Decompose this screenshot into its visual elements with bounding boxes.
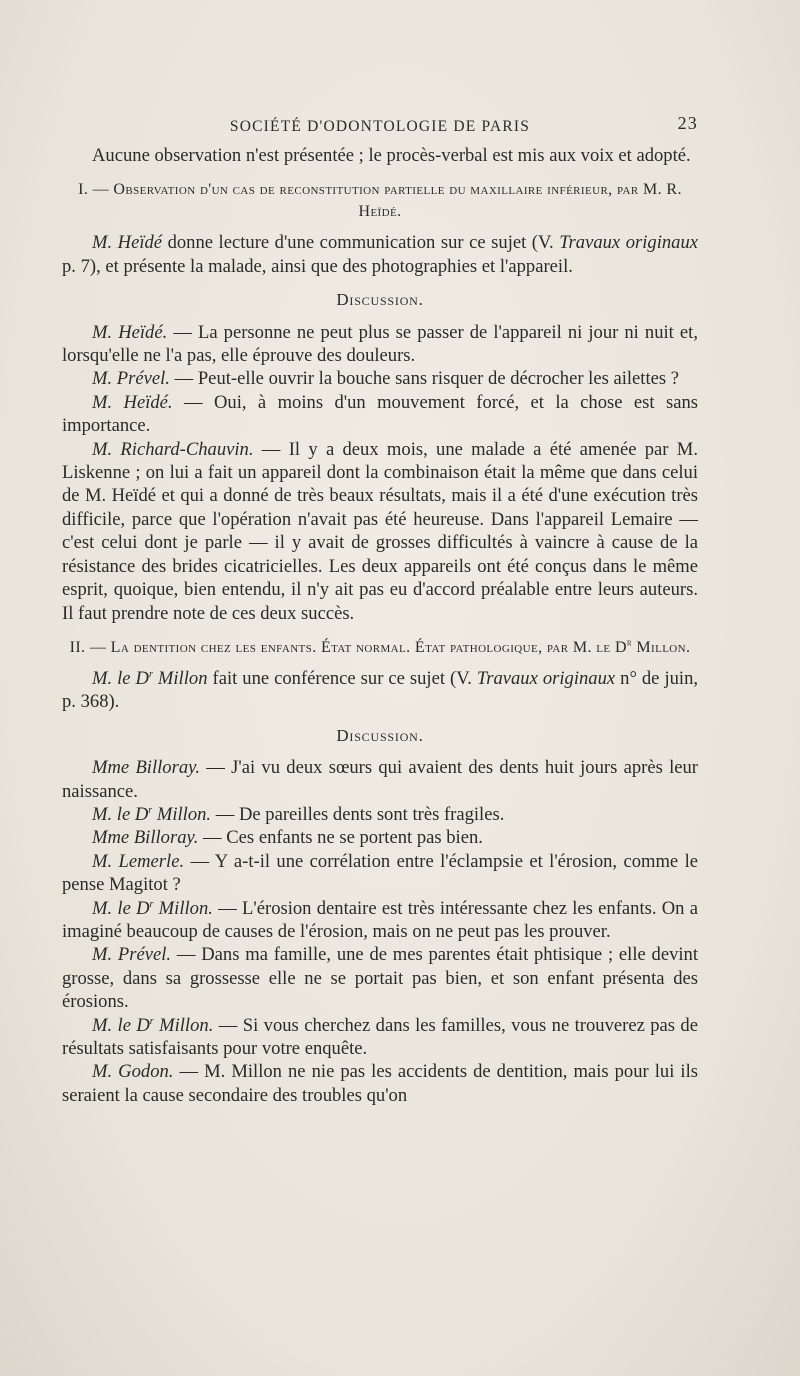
entry-text: — La personne ne peut plus se passer de l'appareil ni jour ni nuit et, lorsqu'elle ne l'a pas, elle éprouve des douleurs. — [62, 321, 698, 367]
discussion-entry — [62, 438, 698, 625]
speaker-name — [92, 944, 171, 965]
discussion-entry — [62, 1014, 698, 1061]
section-2-lead-paragraph — [62, 667, 698, 714]
entry-text: — Peut-elle ouvrir la bouche sans risquer de décrocher les ailettes ? — [169, 368, 680, 390]
speaker-superscript: r — [148, 804, 153, 816]
page-number: 23 — [677, 113, 698, 133]
speaker-name-part: Millon. — [152, 803, 212, 825]
speaker-name-part: Millon — [152, 667, 208, 689]
discussion-entry — [62, 803, 698, 826]
discussion-entry — [62, 943, 698, 1013]
speaker-name — [92, 851, 184, 872]
speaker-name-part: M. Lemerle. — [92, 850, 185, 872]
speaker-name — [92, 804, 211, 825]
section-2-title — [62, 637, 698, 659]
paragraph-text: p. 7), et présente la malade, ainsi que des photographies et l'appareil. — [62, 255, 573, 277]
speaker-name-part: M. le D — [92, 897, 150, 919]
speaker-name: M. Heïdé. — [92, 391, 173, 413]
entry-text: — Ces enfants ne se portent pas bien. — [198, 827, 483, 849]
discussion-entry — [62, 1060, 698, 1107]
speaker-name: M. Heïdé. — [92, 321, 168, 343]
discussion-entry — [62, 367, 698, 390]
entry-text: — Si vous cherchez dans les familles, vous ne trouverez pas de résultats satisfaisants pour votre enquête. — [62, 1014, 698, 1059]
speaker-name — [92, 1061, 173, 1082]
discussion-entry — [62, 391, 698, 438]
speaker-name-part: Millon. — [153, 1014, 214, 1036]
speaker-name-part: Millon. — [153, 897, 213, 919]
speaker-name-part: M. le D — [92, 803, 149, 825]
page-header — [62, 112, 698, 140]
paragraph-text: donne lecture d'une communication sur ce sujet (V. — [162, 232, 560, 254]
title-text: Millon. — [631, 638, 691, 656]
section-1-lead-paragraph — [62, 231, 698, 278]
discussion-entry — [62, 756, 698, 803]
speaker-superscript: r — [149, 668, 153, 680]
entry-text: — J'ai vu deux sœurs qui avaient des dents huit jours après leur naissance. — [62, 757, 698, 802]
entry-text: — Oui, à moins d'un mouvement forcé, et la chose est sans importance. — [62, 391, 698, 437]
entry-text: — Y a-t-il une corrélation entre l'éclampsie et l'érosion, comme le pense Magitot ? — [62, 850, 698, 896]
speaker-name — [92, 757, 200, 778]
speaker-name-part: M. le D — [92, 1014, 150, 1036]
speaker-name-part: M. le D — [92, 667, 149, 689]
speaker-name — [92, 898, 213, 919]
speaker-name-part: Mme Billoray. — [92, 757, 201, 779]
reference-title: Travaux originaux — [559, 232, 698, 254]
intro-paragraph: Aucune observation n'est présentée ; le procès-verbal est mis aux voix et adopté. — [92, 145, 691, 166]
speaker-name — [92, 827, 198, 848]
discussion-entry — [62, 897, 698, 944]
reference-title: Travaux originaux — [476, 667, 616, 689]
section-1-title: I. — Observation d'un cas de reconstitution partielle du maxillaire inférieur, par M. R. Heïdé. — [78, 181, 682, 221]
entry-text: — M. Millon ne nie pas les accidents de dentition, mais pour lui ils seraient la cause secondaire des troubles qu'on — [62, 1061, 698, 1106]
speaker-name-part: M. Godon. — [92, 1061, 174, 1083]
section-1-discussion-heading: Discussion. — [336, 290, 424, 310]
text-column — [62, 112, 698, 1107]
discussion-entry — [62, 850, 698, 897]
speaker-name — [92, 1015, 213, 1036]
discussion-entry — [62, 321, 698, 368]
running-title: SOCIÉTÉ D'ODONTOLOGIE DE PARIS — [229, 118, 531, 135]
speaker-name: M. Heïdé — [92, 232, 163, 254]
speaker-name-part: Mme Billoray. — [92, 827, 199, 849]
entry-text: — L'érosion dentaire est très intéressante chez les enfants. On a imaginé beaucoup de causes de l'érosion, mais on ne peut pas les prouver. — [62, 897, 698, 942]
speaker-name — [92, 668, 208, 689]
title-text: II. — La dentition chez les enfants. État normal. État pathologique, par M. le D — [69, 638, 627, 656]
speaker-name: M. Richard-Chauvin. — [92, 438, 254, 460]
paragraph-text: n° de juin, p. 368). — [62, 667, 699, 713]
discussion-entry — [62, 826, 698, 849]
paragraph-text: fait une conférence sur ce sujet (V. — [207, 667, 477, 689]
entry-text: — Il y a deux mois, une malade a été amenée par M. Liskenne ; on lui a fait un appareil dont la combinaison était la même que dans celui de M. Heïdé et qui a donné de très beaux résultats, mais il a été d'une exécution très difficile, parce que l'opération n'avait pas été heureuse. Dans l'appareil Lemaire — c'est celui dont je parle — il y avait de grosses difficultés à vaincre à cause de la résistance des brides cicatricielles. Les deux appareils ont été conçus dans le même esprit, quoique, bien entendu, il n'y ait pas eu d'accord préalable entre leurs auteurs. Il faut prendre note de ces deux succès. — [62, 438, 698, 624]
section-2-discussion-heading: Discussion. — [336, 725, 424, 745]
speaker-superscript: r — [149, 1015, 154, 1027]
entry-text: — Dans ma famille, une de mes parentes était phtisique ; elle devint grosse, dans sa grossesse elle ne se portait pas bien, et son enfant présenta des érosions. — [62, 944, 699, 1013]
speaker-name-part: M. Prével. — [92, 944, 172, 966]
speaker-superscript: r — [149, 898, 154, 910]
speaker-name: M. Prével. — [92, 368, 170, 390]
title-superscript: r — [626, 637, 632, 649]
entry-text: — De pareilles dents sont très fragiles. — [211, 803, 505, 825]
